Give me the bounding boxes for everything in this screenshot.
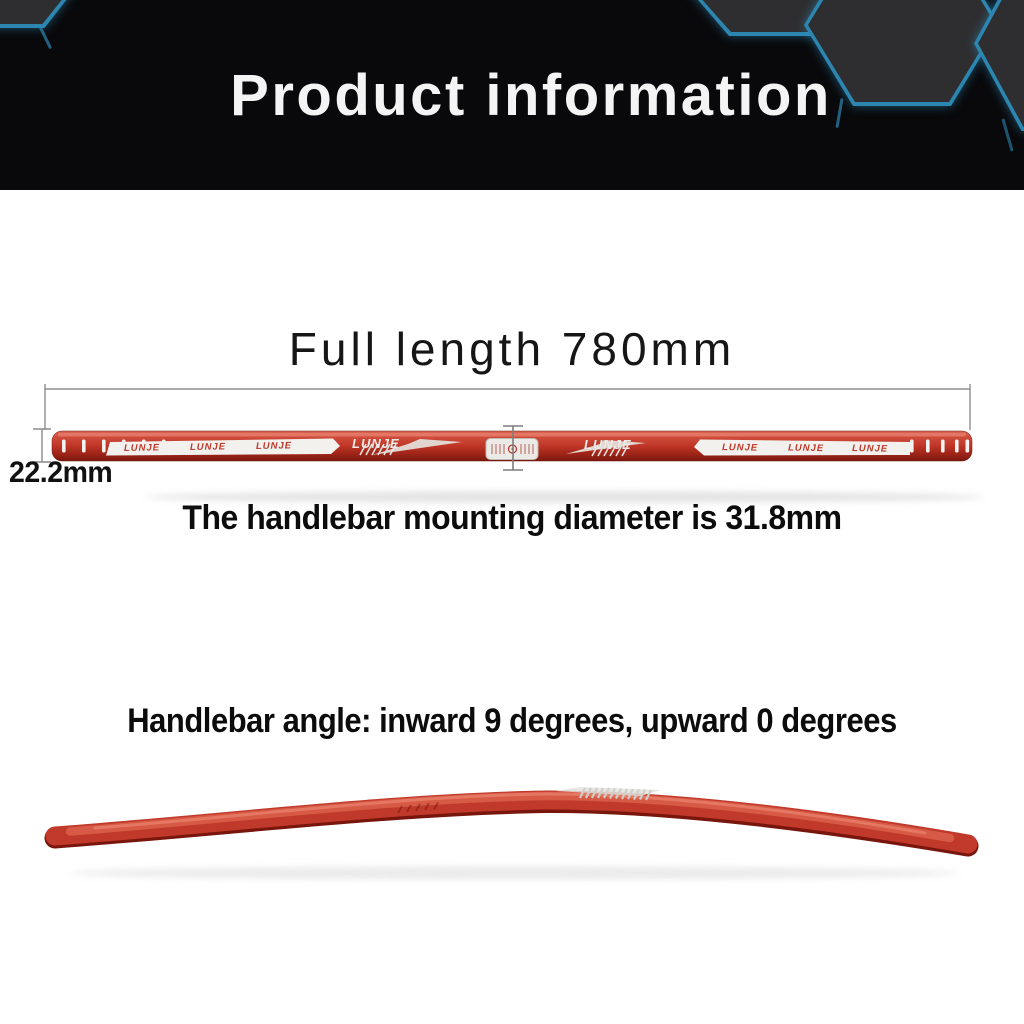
handlebar-bar (55, 794, 968, 846)
handlebar-top-view-figure (0, 380, 1024, 515)
brand-text: LUNJE (851, 443, 889, 455)
brand-text: LUNJE (721, 442, 759, 454)
header-band (0, 0, 1024, 190)
hexagon-trail-line (39, 27, 52, 50)
angle-caption: Handlebar angle: inward 9 degrees, upward 0 degrees (127, 702, 897, 740)
full-length-heading: Full length 780mm (288, 323, 736, 375)
page-title: Product information (230, 63, 832, 128)
mounting-diameter-caption: The handlebar mounting diameter is 31.8mm (182, 499, 842, 537)
center-clamp-plate (486, 439, 538, 460)
brand-text: LUNJE (189, 441, 227, 453)
brand-text: LUNJE (255, 440, 293, 452)
grip-diameter-label: 22.2mm (9, 456, 113, 489)
brand-strip-right (694, 440, 910, 456)
brand-text: LUNJE (352, 436, 400, 451)
hexagon-icon (0, 0, 100, 28)
bar-shadow (70, 867, 960, 880)
full-length-dimension-line (45, 384, 970, 430)
brand-text: LUNJE (787, 442, 825, 455)
brand-text: LUNJE (584, 437, 632, 452)
handlebar-perspective-figure (0, 760, 1024, 890)
brand-text: LUNJE (123, 442, 161, 454)
